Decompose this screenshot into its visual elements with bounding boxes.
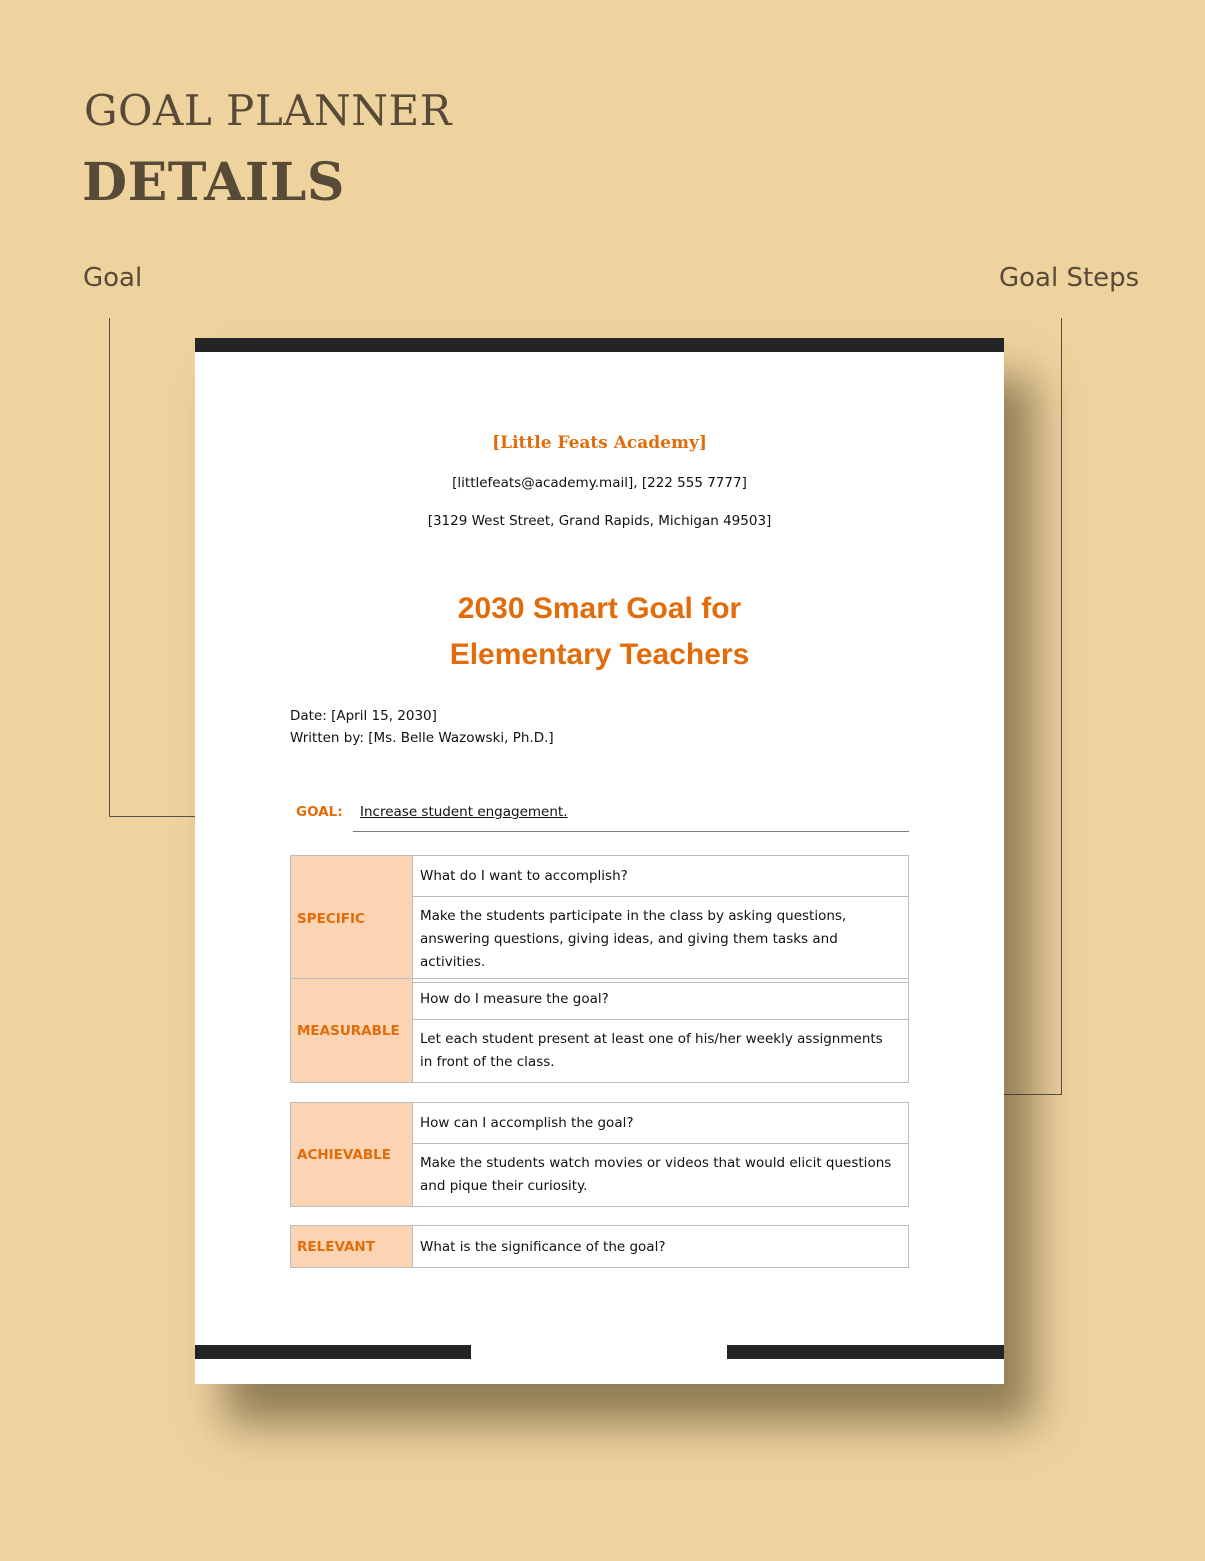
smart-question: How can I accomplish the goal?: [413, 1103, 908, 1144]
document-date: Date: [April 15, 2030]: [290, 708, 437, 724]
page-top-bar: [195, 338, 1004, 352]
document-author: Written by: [Ms. Belle Wazowski, Ph.D.]: [290, 730, 554, 746]
smart-answer: Make the students watch movies or videos that would elicit questions and pique their curiosity.: [420, 1155, 892, 1194]
hero-subtitle: DETAILS: [82, 152, 345, 213]
goal-label: GOAL:: [296, 804, 343, 820]
callout-goal-label: Goal: [83, 263, 143, 293]
document-title: [195, 586, 1004, 678]
smart-label: SPECIFIC: [291, 856, 413, 982]
callout-connector-left: [109, 318, 199, 817]
smart-label: RELEVANT: [291, 1226, 413, 1267]
hero-title: GOAL PLANNER: [84, 86, 452, 135]
org-address: [3129 West Street, Grand Rapids, Michigan 49503]: [427, 513, 772, 529]
smart-question: How do I measure the goal?: [413, 979, 908, 1020]
org-contact: [littlefeats@academy.mail], [222 555 7777]: [452, 475, 747, 491]
page-bottom-bar-left: [195, 1345, 471, 1359]
smart-question: What do I want to accomplish?: [413, 856, 908, 897]
smart-label: MEASURABLE: [291, 979, 413, 1082]
goal-underline: [353, 831, 909, 832]
page-bottom-bar-right: [727, 1345, 1004, 1359]
goal-value: Increase student engagement.: [360, 804, 568, 820]
document-title-line1: 2030 Smart Goal for: [457, 592, 742, 625]
smart-answer: Make the students participate in the class by asking questions, answering questions, giving ideas, and giving them tasks and activities.: [420, 908, 847, 970]
callout-goal-steps-label: Goal Steps: [999, 263, 1140, 293]
org-name: [Little Feats Academy]: [492, 433, 707, 453]
document-page: [195, 338, 1004, 1384]
smart-question: What is the significance of the goal?: [420, 1238, 666, 1255]
smart-answer: Let each student present at least one of his/her weekly assignments in front of the class.: [420, 1031, 883, 1070]
smart-table-relevant: [290, 1225, 909, 1268]
smart-table-achievable: [290, 1102, 909, 1207]
smart-table-measurable: [290, 978, 909, 1083]
smart-table-specific: [290, 855, 909, 983]
smart-label: ACHIEVABLE: [291, 1103, 413, 1206]
document-title-line2: Elementary Teachers: [449, 638, 750, 671]
